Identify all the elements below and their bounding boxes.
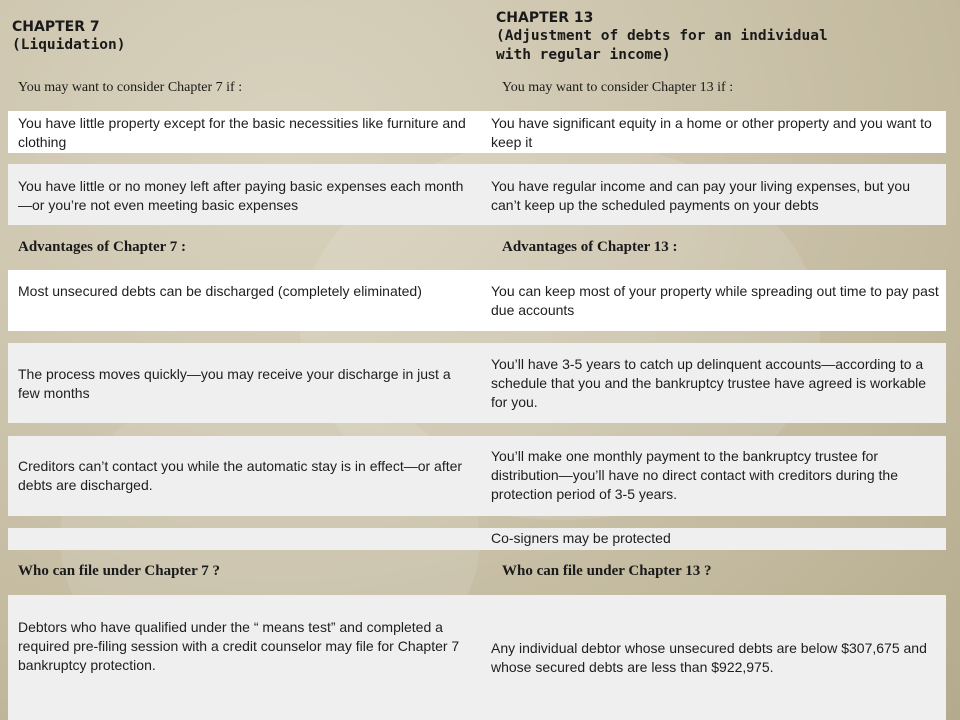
advantages-chapter-13-heading: Advantages of Chapter 13 : bbox=[502, 239, 678, 255]
who-row bbox=[8, 595, 946, 720]
chapter-7-header bbox=[12, 18, 126, 55]
chapter-13-header bbox=[496, 9, 828, 65]
who-chapter-7-heading: Who can file under Chapter 7 ? bbox=[18, 563, 220, 579]
advantage-chapter-7-cell: Creditors can’t contact you while the automatic stay is in effect—or after debts are discharged. bbox=[18, 458, 463, 493]
chapter-13-title: CHAPTER 13 bbox=[496, 10, 594, 26]
who-chapter-7-cell: Debtors who have qualified under the “ means test” and completed a required pre-filing session with a credit counselor may file for Chapter 7 bankruptcy protection. bbox=[18, 619, 460, 673]
chapter-7-subtitle: (Liquidation) bbox=[12, 37, 126, 53]
advantage-chapter-13-cell: You can keep most of your property while spreading out time to pay past due accounts bbox=[491, 283, 939, 318]
advantage-chapter-13-cell: Co-signers may be protected bbox=[491, 530, 671, 546]
advantage-chapter-7-cell: The process moves quickly—you may receive your discharge in just a few months bbox=[18, 366, 451, 401]
advantage-chapter-7-cell: Most unsecured debts can be discharged (completely eliminated) bbox=[18, 283, 422, 299]
who-chapter-13-heading: Who can file under Chapter 13 ? bbox=[502, 563, 712, 579]
chapter-13-subtitle-line2: with regular income) bbox=[496, 47, 671, 63]
consider-row bbox=[8, 111, 946, 153]
who-chapter-13-cell: Any individual debtor whose unsecured debts are below $307,675 and whose secured debts are less than $922,975. bbox=[491, 640, 927, 675]
advantages-chapter-7-heading: Advantages of Chapter 7 : bbox=[18, 239, 187, 255]
advantage-chapter-13-cell: You’ll have 3-5 years to catch up delinquent accounts—according to a schedule that you and the bankruptcy trustee have agreed is workable for you. bbox=[491, 356, 927, 410]
advantage-row bbox=[8, 343, 946, 423]
consider-chapter-7-cell: You have little or no money left after paying basic expenses each month—or you’re not even meeting basic expenses bbox=[18, 178, 464, 213]
advantage-row bbox=[8, 270, 946, 331]
consider-chapter-13-cell: You have regular income and can pay your living expenses, but you can’t keep up the scheduled payments on your debts bbox=[491, 178, 910, 213]
consider-chapter-13-cell: You have significant equity in a home or other property and you want to keep it bbox=[491, 115, 932, 150]
consider-chapter-7-heading: You may want to consider Chapter 7 if : bbox=[18, 80, 243, 95]
advantage-row bbox=[8, 528, 946, 550]
consider-row bbox=[8, 164, 946, 225]
consider-chapter-13-heading: You may want to consider Chapter 13 if : bbox=[502, 80, 734, 95]
advantage-row bbox=[8, 436, 946, 516]
chapter-7-title: CHAPTER 7 bbox=[12, 19, 100, 35]
consider-chapter-7-cell: You have little property except for the basic necessities like furniture and clothing bbox=[18, 115, 466, 150]
advantage-chapter-13-cell: You’ll make one monthly payment to the bankruptcy trustee for distribution—you’ll have no direct contact with creditors during the protection period of 3-5 years. bbox=[491, 448, 898, 502]
chapter-13-subtitle-line1: (Adjustment of debts for an individual bbox=[496, 28, 828, 44]
